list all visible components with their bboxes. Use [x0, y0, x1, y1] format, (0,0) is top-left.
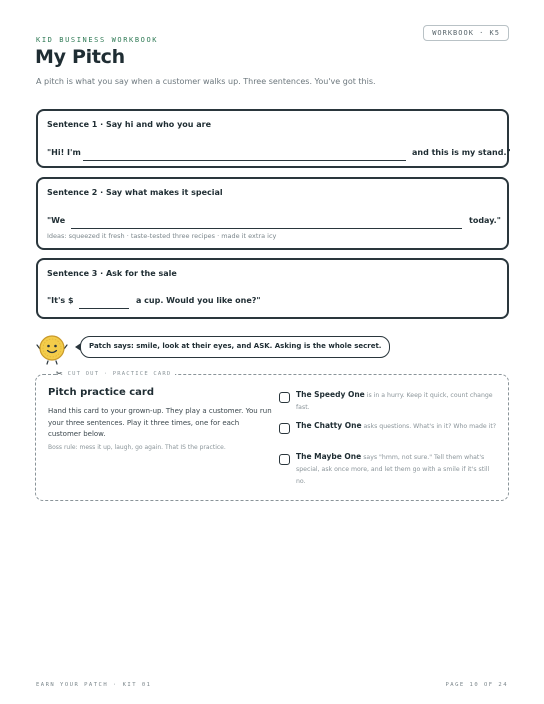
- page-title: My Pitch: [35, 46, 125, 68]
- sentence-3-price-blank[interactable]: [79, 308, 129, 309]
- sentence-3-box: [36, 258, 509, 319]
- cut-out-text: CUT OUT · PRACTICE CARD: [67, 370, 172, 377]
- customer-speedy-checkbox[interactable]: [279, 392, 290, 403]
- mascot-speech-bubble: Patch says: smile, look at their eyes, and ASK. Asking is the whole secret.: [80, 336, 390, 358]
- sentence-2-box: [36, 177, 509, 250]
- cut-out-label: [56, 367, 175, 380]
- sentence-1-prefix: "Hi! I'm: [47, 148, 81, 157]
- customer-maybe-desc: says "hmm, not sure." Tell them what's special, ask once more, and let them go with a smile if it's still no.: [296, 454, 490, 485]
- sentence-1-name-blank[interactable]: [83, 160, 406, 161]
- smiling-coin-mascot-icon: [36, 333, 68, 365]
- customer-maybe-checkbox[interactable]: [279, 454, 290, 465]
- practice-card-title: Pitch practice card: [48, 387, 154, 398]
- customer-speedy-desc: is in a hurry. Keep it quick, count change fast.: [296, 392, 493, 411]
- sentence-1-box: [36, 109, 509, 168]
- customer-chatty-checkbox[interactable]: [279, 423, 290, 434]
- scissors-icon: ✂: [56, 367, 63, 380]
- footer-page-number: PAGE 10 OF 24: [445, 682, 508, 688]
- customer-chatty-desc: asks questions. What's in it? Who made it?: [363, 423, 497, 430]
- customer-maybe-name: The Maybe One: [296, 452, 362, 461]
- sentence-3-suffix: a cup. Would you like one?": [136, 296, 261, 305]
- workbook-badge: WORKBOOK · K5: [423, 25, 509, 41]
- sentence-2-special-blank[interactable]: [71, 228, 462, 229]
- sentence-2-ideas: Ideas: squeezed it fresh · taste-tested three recipes · made it extra icy: [47, 232, 277, 240]
- sentence-1-suffix: and this is my stand.": [412, 148, 511, 157]
- footer-kit-label: EARN YOUR PATCH · KIT 01: [36, 682, 152, 688]
- practice-card-instructions: Hand this card to your grown-up. They play a customer. You run your three sentences. Play it three times, one for each customer below.: [48, 407, 272, 438]
- workbook-kicker: KID BUSINESS WORKBOOK: [36, 36, 159, 44]
- customer-chatty-name: The Chatty One: [296, 421, 362, 430]
- sentence-2-heading: Sentence 2 · Say what makes it special: [47, 188, 223, 197]
- sentence-1-heading: Sentence 1 · Say hi and who you are: [47, 120, 212, 129]
- sentence-2-prefix: "We: [47, 216, 66, 225]
- page-subtitle: A pitch is what you say when a customer walks up. Three sentences. You've got this.: [36, 77, 376, 86]
- practice-card: [35, 374, 509, 501]
- sentence-2-suffix: today.": [469, 216, 501, 225]
- practice-card-boss-rule: Boss rule: mess it up, laugh, go again. That IS the practice.: [48, 444, 226, 451]
- sentence-3-prefix: "It's $: [47, 296, 74, 305]
- sentence-3-heading: Sentence 3 · Ask for the sale: [47, 269, 177, 278]
- customer-speedy-name: The Speedy One: [296, 390, 365, 399]
